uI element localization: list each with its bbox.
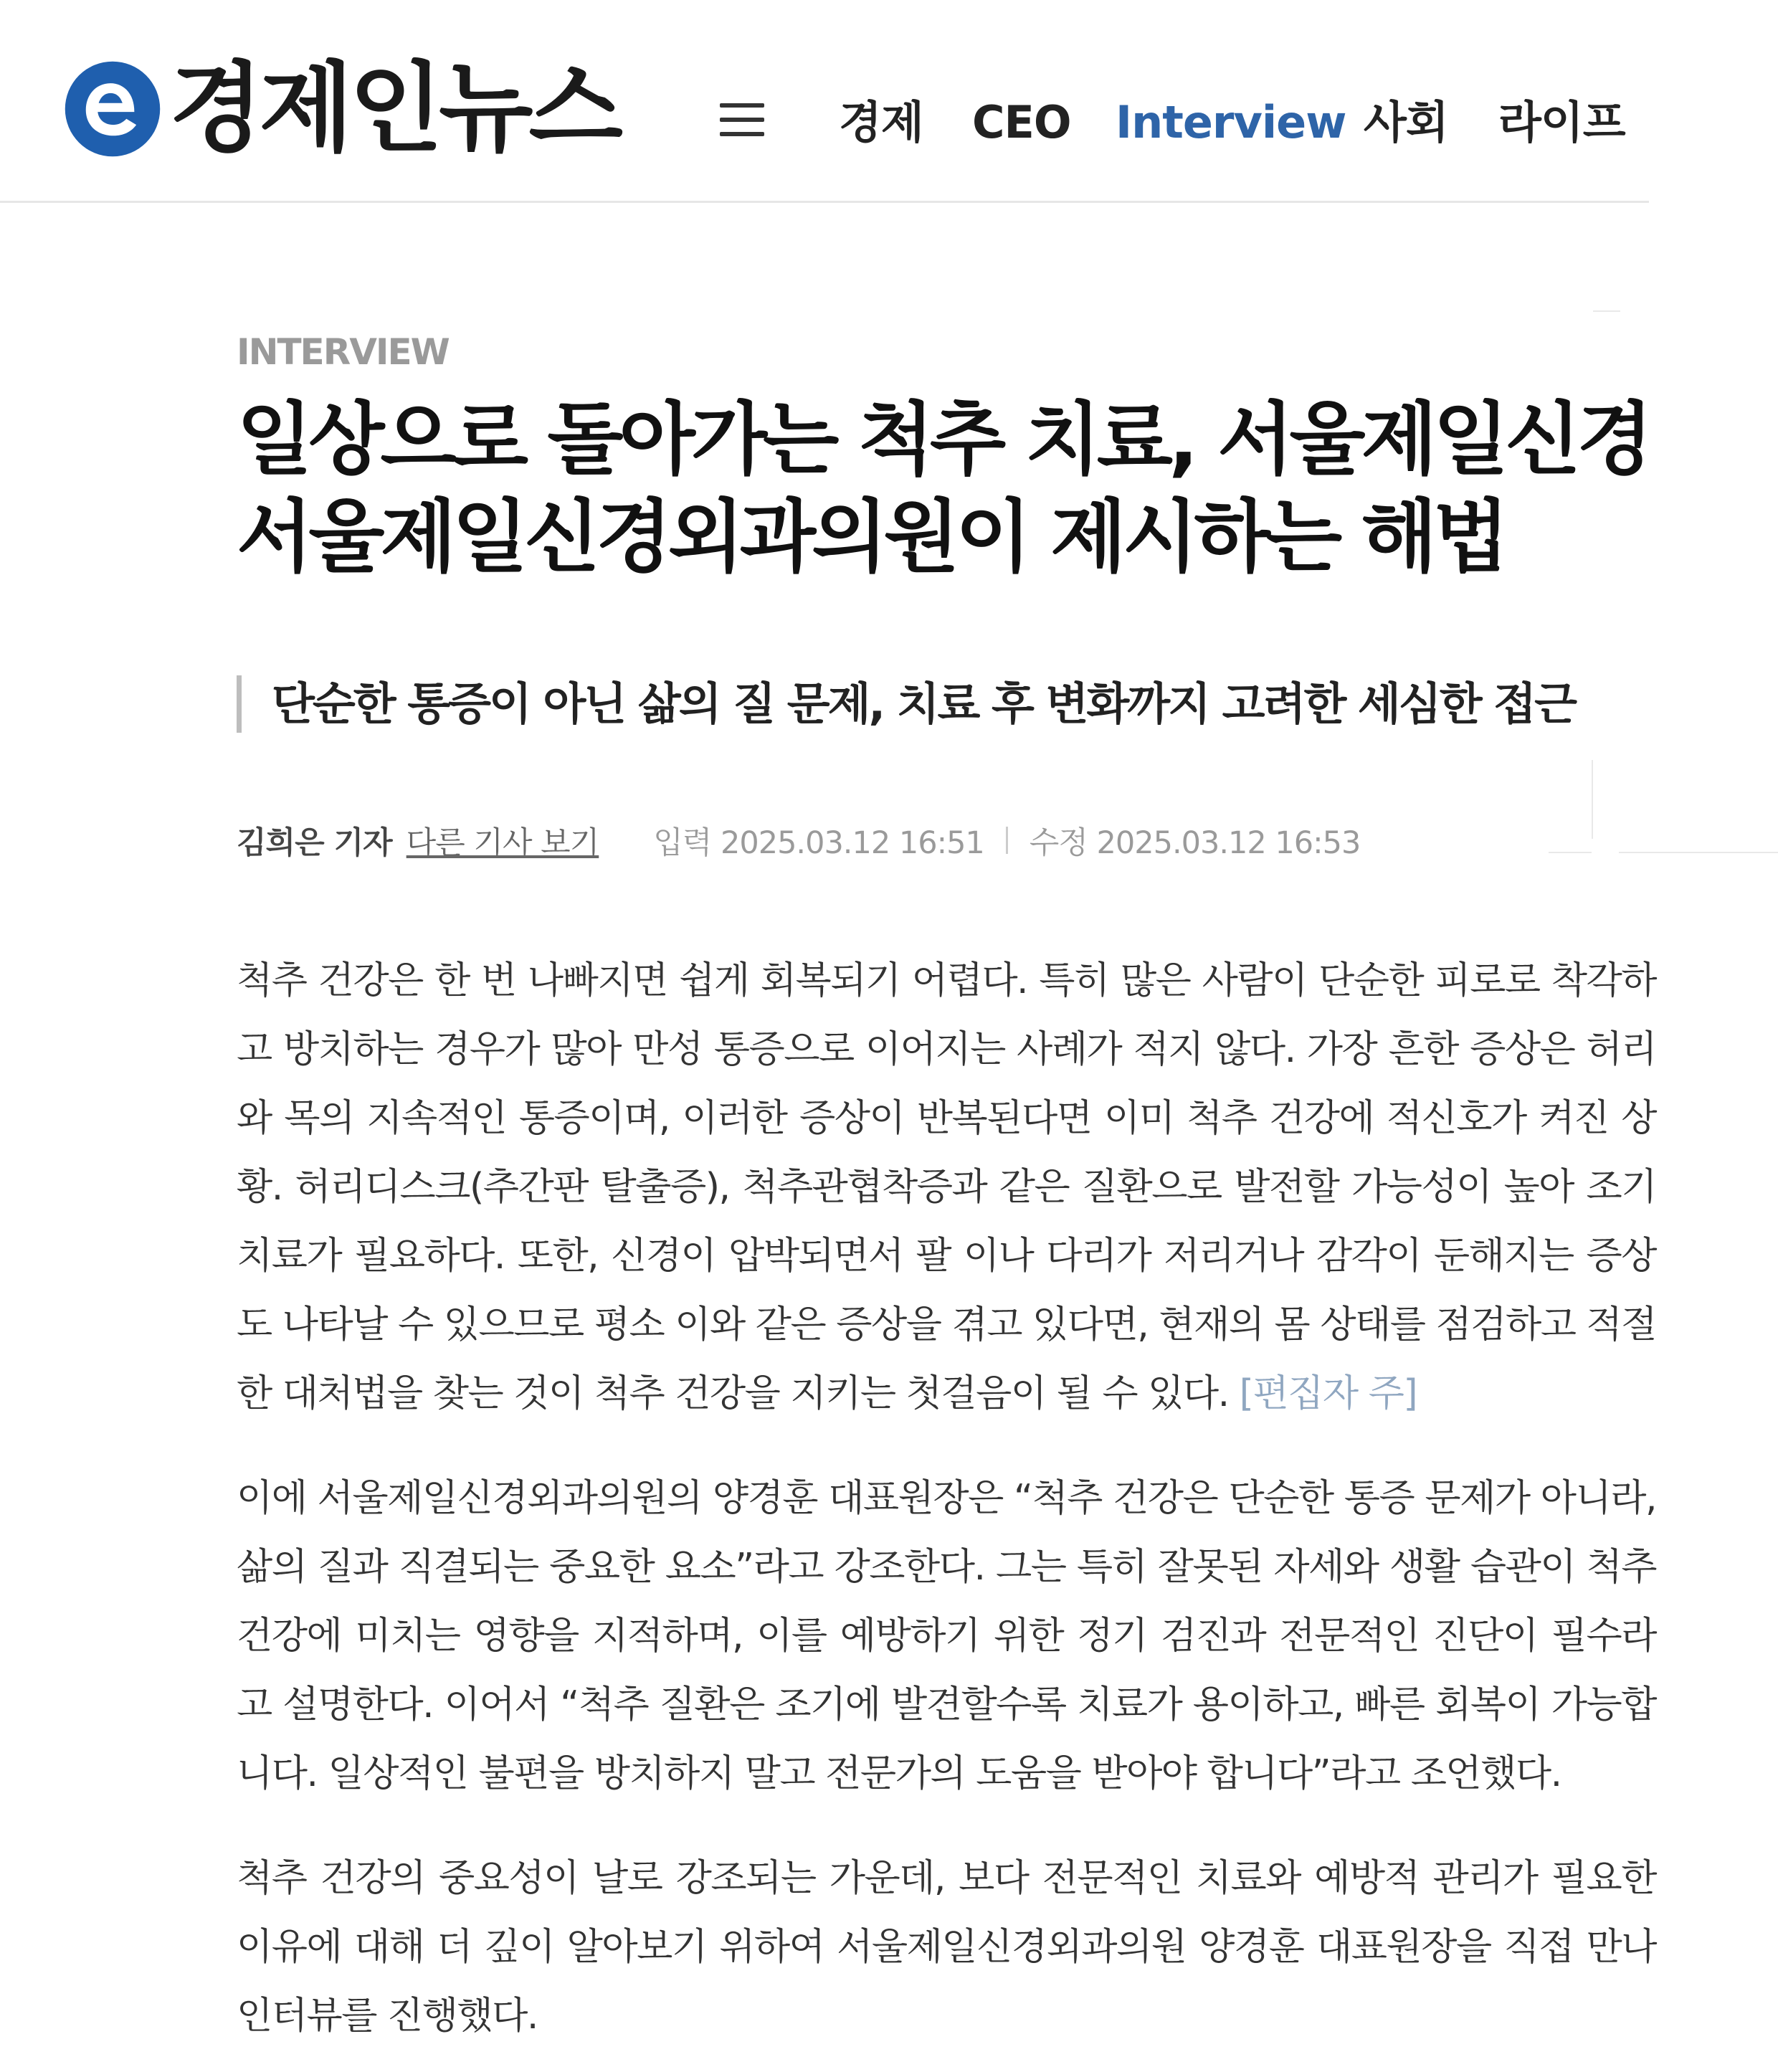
site-header [0,0,1649,203]
more-articles-link[interactable]: 다른 기사 보기 [406,824,599,861]
article-paragraph: 척추 건강의 중요성이 날로 강조되는 가운데, 보다 전문적인 치료와 예방적 관리가 필요한 이유에 대해 더 깊이 알아보기 위하여 서울제일신경외과의원 양경훈 대표원장을 직접 만나 인터뷰를 진행했다. [237,1857,1656,2038]
article-headline [237,391,1663,586]
nav-item-interview[interactable]: Interview [1116,96,1346,148]
hamburger-menu-icon[interactable] [720,103,764,136]
article-paragraph: 이에 서울제일신경외과의원의 양경훈 대표원장은 “척추 건강은 단순한 통증 문제가 아니라, 삶의 질과 직결되는 중요한 요소”라고 강조한다. 그는 특히 잘못된 자세와 생활 습관이 척추 건강에 미치는 영향을 지적하며, 이를 예방하기 위한 정기 검진과 전문적인 진단이 필수라고 설명한다. 이어서 “척추 질환은 조기에 발견할수록 치료가 용이하고, 빠른 회복이 가능합니다. 일상적인 불편을 방치하지 말고 전문가의 도움을 받아야 합니다”라고 조언했다. [237,1477,1656,1795]
e-logo-mark-icon [63,60,162,158]
edge-fragment [1619,852,1778,853]
editor-note: [편집자 주] [1228,1372,1417,1415]
edge-fragment [1592,760,1593,839]
section-label: INTERVIEW [237,331,449,373]
author-name: 김희은 기자 [237,824,392,861]
nav-item-economy[interactable]: 경제 [839,96,923,148]
byline [237,819,1360,862]
nav-item-society[interactable]: 사회 [1364,96,1448,148]
article-subheadline: 단순한 통증이 아닌 삶의 질 문제, 치료 후 변화까지 고려한 세심한 접근 [237,675,1663,733]
article-body [237,946,1656,2072]
published-date: 입력 2025.03.12 16:51 [653,824,984,861]
headline-line-1: 일상으로 돌아가는 척추 치료, 서울제일신경 [237,394,1649,485]
headline-line-2: 서울제일신경외과의원이 제시하는 해법 [237,491,1506,583]
nav-item-life[interactable]: 라이프 [1498,96,1625,148]
logo-text: 경제인뉴스 [169,52,619,166]
edge-fragment [1549,852,1592,853]
paragraph-text: 척추 건강은 한 번 나빠지면 쉽게 회복되기 어렵다. 특히 많은 사람이 단순한 피로로 착각하고 방치하는 경우가 많아 만성 통증으로 이어지는 사례가 적지 않다. 가장 흔한 증상은 허리와 목의 지속적인 통증이며, 이러한 증상이 반복된다면 이미 척추 건강에 적신호가 켜진 상황. 허리디스크(추간판 탈출증), 척추관협착증과 같은 질환으로 발전할 가능성이 높아 조기 치료가 필요하다. 또한, 신경이 압박되면서 팔 이나 다리가 저리거나 감각이 둔해지는 증상도 나타날 수 있으므로 평소 이와 같은 증상을 겪고 있다면, 현재의 몸 상태를 점검하고 적절한 대처법을 찾는 것이 척추 건강을 지키는 첫걸음이 될 수 있다. [237,959,1657,1415]
site-logo[interactable] [63,52,619,166]
date-divider [1006,827,1008,854]
nav-item-ceo[interactable]: CEO [972,96,1071,148]
edge-fragment [1593,310,1620,312]
article-paragraph [237,946,1656,1428]
modified-date: 수정 2025.03.12 16:53 [1029,824,1361,861]
